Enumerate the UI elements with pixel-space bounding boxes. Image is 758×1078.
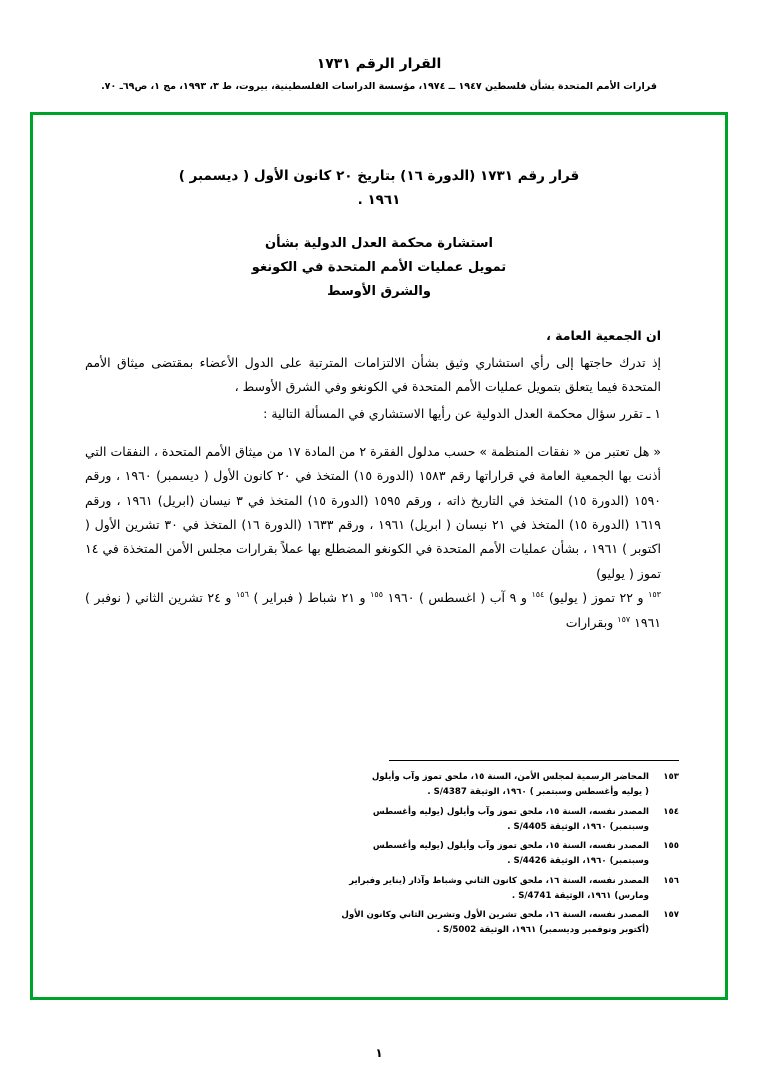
preamble-paragraph: إذ تدرك حاجتها إلى رأي استشاري وثيق بشأن الالتزامات المترتبة على الدول الأعضاء بمقتضى ميثاق الأمم المتحدة فيما يتعلق بتمويل عمليات الأمم المتحدة في الكونغو وفي الشرق الأوسط ،	[85, 354, 661, 395]
footnote-item	[79, 908, 679, 938]
resolution-subject-line-3: والشرق الأوسط	[327, 284, 431, 300]
footnote-ref-155: ١٥٥	[370, 589, 384, 599]
resolution-heading-line-2: ١٩٦١ .	[357, 191, 401, 208]
green-border-frame	[30, 112, 728, 1000]
footnote-number: ١٥٤	[663, 806, 679, 817]
footnote-number: ١٥٥	[663, 841, 679, 852]
footnote-text	[79, 839, 649, 869]
resolution-subject-line-1: استشارة محكمة العدل الدولية بشأن	[264, 236, 494, 252]
footnote-line: وسبتمبر) ١٩٦٠، الوثيقة S/4426 .	[507, 856, 649, 867]
footnotes-section	[79, 760, 679, 943]
footnote-text	[79, 770, 649, 800]
footnote-item	[79, 770, 679, 800]
quote-tail-seg-4: ( فبراير )	[253, 590, 303, 606]
operative-paragraph-1: ١ ـ تقرر سؤال محكمة العدل الدولية عن رأيها الاستشاري في المسألة التالية :	[263, 405, 661, 421]
footnote-text	[79, 805, 649, 835]
resolution-body	[79, 324, 679, 635]
footnote-line: ( يوليه وأغسطس وسبتمبر ) ١٩٦٠، الوثيقة S/4387 .	[427, 786, 649, 797]
page-number: ١	[375, 1046, 383, 1060]
resolution-subject-line-2: تمويل عمليات الأمم المتحدة في الكونغو	[251, 260, 507, 276]
quote-tail-seg-3: و ٢١ شباط	[307, 590, 366, 606]
footnote-line: المصدر نفسه، السنة ١٥، ملحق تموز وآب وأيلول (يوليه وأغسطس	[372, 841, 649, 852]
footnote-item	[79, 805, 679, 835]
resolution-heading	[79, 165, 679, 212]
footnote-ref-154: ١٥٤	[531, 589, 545, 599]
resolution-heading-line-1: قرار رقم ١٧٣١ (الدورة ١٦) بتاريخ ٢٠ كانون الأول ( ديسمبر )	[178, 168, 580, 184]
quote-tail-seg-5: و ٢٤ تشرين الثاني ( نوفبر ) ١٩٦١	[85, 590, 661, 630]
document-header	[0, 0, 758, 92]
quote-tail-seg-6: وبقرارات	[565, 614, 614, 630]
resolution-subject	[79, 232, 679, 304]
footnote-item	[79, 874, 679, 904]
footnote-item	[79, 839, 679, 869]
footnote-list	[79, 770, 679, 938]
footnote-line: المصدر نفسه، السنة ١٥، ملحق تموز وآب وأيلول (يوليه وأغسطس	[372, 806, 649, 817]
footnote-separator-rule	[389, 760, 679, 761]
footnote-number: ١٥٣	[663, 772, 679, 783]
quoted-question-main: « هل تعتبر من « نفقات المنظمة » حسب مدلول الفقرة ٢ من المادة ١٧ من ميثاق الأمم المتحدة ، النفقات التي أذنت بها الجمعية العامة في قراراتها رقم ١٥٨٣ (الدورة ١٥) المتخذ في ٢٠ كانون الأول ( ديسمبر) ١٩٦٠ ، ورقم ١٥٩٠ (الدورة ١٥) المتخذ في التاريخ ذاته ، ورقم ١٥٩٥ (الدورة ١٥) المتخذ في ٣ نيسان (ابريل) ١٩٦١ ، ورقم ١٦١٩ (الدورة ١٥) المتخذ في ٢١ نيسان ( ابريل) ١٩٦١ ، ورقم ١٦٣٣ (الدورة ١٦) المتخذ في ٣٠ تشرين الأول ( اكتوبر ) ١٩٦١ ، بشأن عمليات الأمم المتحدة في الكونغو المضطلع بها عملاً بقرارات مجلس الأمن المتخذة في ١٤ تموز ( يوليو)	[85, 443, 662, 581]
footnote-number: ١٥٧	[663, 910, 679, 921]
quote-tail-seg-2: و ٩ آب ( اغسطس ) ١٩٦٠	[387, 590, 527, 606]
footnote-text	[79, 874, 649, 904]
footnote-ref-157: ١٥٧	[617, 614, 631, 624]
footnote-ref-153: ١٥٣	[648, 589, 661, 599]
quoted-question-tail	[85, 586, 661, 635]
source-citation: قرارات الأمم المتحدة بشأن فلسطين ١٩٤٧ ــ ١٩٧٤، مؤسسة الدراسات الفلسطينية، بيروت، ط ٣، ١٩٩٣، مج ١، ص٦٩ـ ٧٠.	[101, 81, 657, 92]
footnote-line: (أكتوبر ونوفمبر وديسمبر) ١٩٦١، الوثيقة S/5002 .	[436, 925, 649, 936]
footnote-line: المحاضر الرسمية لمجلس الأمن، السنة ١٥، ملحق تموز وآب وأيلول	[371, 772, 649, 783]
page-title: القرار الرقم ١٧٣١	[316, 56, 442, 72]
footnote-line: ومارس) ١٩٦١، الوثيقة S/4741 .	[511, 890, 649, 901]
frame-content	[33, 115, 725, 997]
footnote-text	[79, 908, 649, 938]
quoted-question	[85, 440, 661, 635]
footnote-ref-156: ١٥٦	[235, 589, 249, 599]
preamble-lead: ان الجمعية العامة ،	[546, 328, 661, 344]
footnote-line: وسبتمبر) ١٩٦٠، الوثيقة S/4405 .	[507, 821, 649, 832]
quote-tail-seg-1: و ٢٢ تموز ( يوليو)	[548, 590, 644, 606]
footnote-line: المصدر نفسه، السنة ١٦، ملحق تشرين الأول وتشرين الثاني وكانون الأول	[341, 910, 649, 921]
footnote-line: المصدر نفسه، السنة ١٦، ملحق كانون الثاني وشباط وآذار (يناير وفبراير	[349, 875, 649, 886]
footnote-number: ١٥٦	[663, 875, 679, 886]
